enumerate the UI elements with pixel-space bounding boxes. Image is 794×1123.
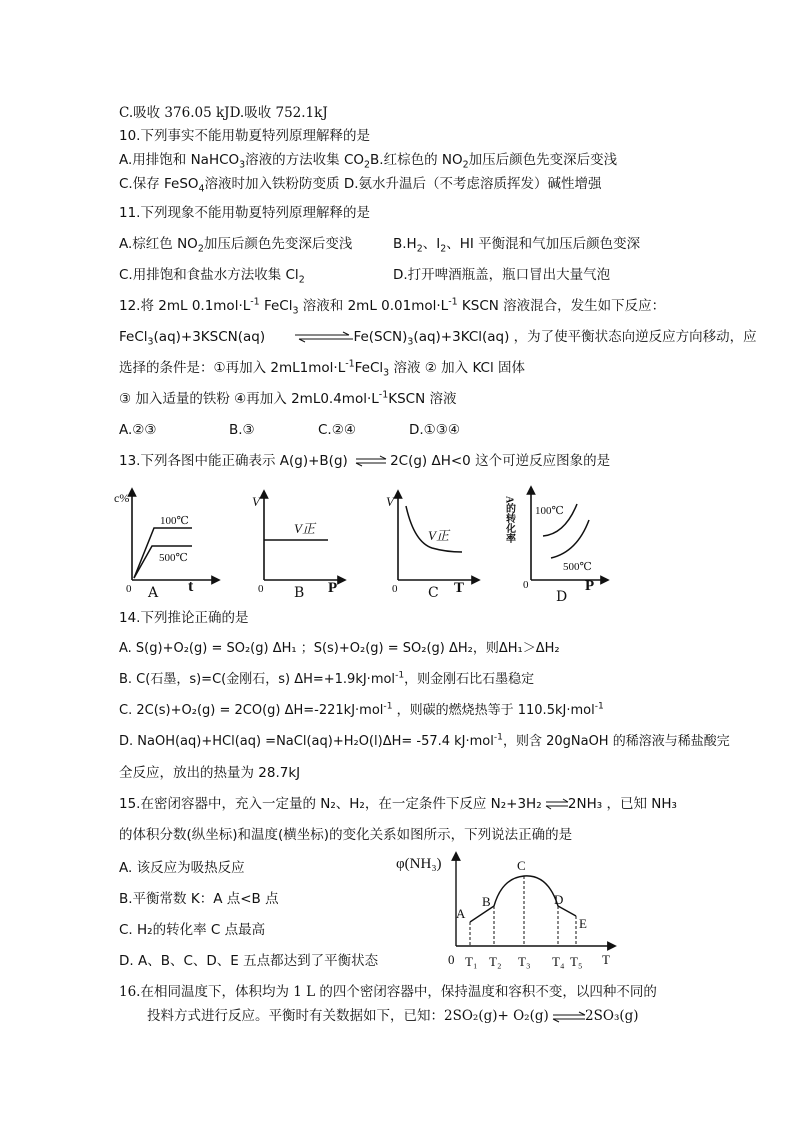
figd-caption: D	[556, 589, 568, 605]
q15-option-b: B.平衡常数 K：A 点<B 点	[119, 891, 279, 907]
q14-option-d: D. NaOH(aq)+HCl(aq) =NaCl(aq)+H₂O(l)ΔH= -57.4 kJ·mol$^{-1}$，则含 20gNaOH 的稀溶液与稀盐酸完	[119, 732, 730, 749]
q14-stem: 14.下列推论正确的是	[119, 610, 249, 626]
q15-option-c: C. H₂的转化率 C 点最高	[119, 922, 266, 938]
tick-t5: T₅	[570, 954, 583, 969]
figb-curve-label: V正	[294, 521, 315, 536]
equilibrium-arrow-icon	[356, 455, 386, 467]
tick-t1: T₁	[465, 954, 478, 969]
equilibrium-arrow-icon	[546, 799, 568, 809]
q15-line1: 15.在密闭容器中，充入一定量的 N₂、H₂，在一定条件下反应 N₂+3H₂ 2NH₃ ，已知 NH₃	[119, 796, 677, 812]
q15-line2: 的体积分数(纵坐标)和温度(横坐标)的变化关系如图所示，下列说法正确的是	[119, 827, 573, 843]
figd-origin: 0	[523, 579, 529, 591]
figa-100-label: 100℃	[160, 515, 189, 527]
point-a: A	[456, 906, 466, 921]
q11-option-c: C.用排饱和食盐水方法收集 $Cl_2$	[119, 267, 305, 286]
q12-option-a: A.②③	[119, 422, 157, 438]
q11-option-b: $B.H_2$、$I_2$、HI 平衡混和气加压后颜色变深	[393, 236, 641, 255]
point-c: C	[517, 858, 526, 873]
figa-500-label: 500℃	[159, 552, 188, 564]
figc-curve-label: V正	[428, 528, 449, 543]
q14-option-c: C. 2C(s)+O₂(g) = 2CO(g) ΔH=-221kJ·mol$^{-1}$ ，则碳的燃烧热等于 110.5kJ·mol$^{-1}$	[119, 701, 604, 718]
q11-option-a: A.棕红色 $NO_2$加压后颜色先变深后变浅	[119, 236, 353, 255]
figb-caption: B	[294, 585, 305, 601]
q11-stem: 11.下列现象不能用勒夏特列原理解释的是	[119, 205, 370, 221]
q12-option-d: D.①③④	[409, 422, 460, 438]
q15-x-label: T	[602, 952, 610, 967]
q16-line1: 16.在相同温度下，体积均为 1 L 的四个密闭容器中，保持温度和容积不变，以四种不同的	[119, 984, 657, 1000]
q15-option-a: A. 该反应为吸热反应	[119, 860, 245, 876]
tick-t4: T₄	[552, 954, 565, 969]
equilibrium-arrow-icon	[553, 1012, 585, 1022]
point-d: D	[554, 892, 564, 907]
q15-option-d: D. A、B、C、D、E 五点都达到了平衡状态	[119, 953, 379, 969]
figa-origin: 0	[126, 583, 132, 595]
figd-100-label: 100℃	[535, 505, 564, 517]
equilibrium-arrow-icon	[295, 331, 353, 343]
q9-options-cd: C.吸收 376.05 kJD.吸收 752.1kJ	[119, 105, 328, 121]
q12-option-b: B.③	[229, 422, 255, 438]
q15-origin: 0	[448, 952, 455, 967]
tick-t3: T₃	[518, 954, 531, 969]
point-e: E	[579, 916, 587, 931]
figure-d	[505, 486, 615, 600]
q14-option-a: A. S(g)+O₂(g) = SO₂(g) ΔH₁ ；S(s)+O₂(g) = SO₂(g) ΔH₂，则ΔH₁＞ΔH₂	[119, 641, 560, 656]
q12-line4: ③ 加入适量的铁粉 ④再加入 $2mL0.4mol\cdot L^{-1}KSCN$ 溶液	[119, 389, 457, 407]
q10-stem: 10.下列事实不能用勒夏特列原理解释的是	[119, 128, 370, 144]
point-b: B	[482, 894, 491, 909]
q10-options-cd: C.保存 FeSO$_4$溶液时加入铁粉防变质 D.氨水升温后（不考虑溶质挥发）碱性增强	[119, 176, 602, 195]
q12-equation: FeCl$_3$(aq)+3KSCN(aq) $Fe(SCN)_3(aq)+3KCl(aq)$ ，为了使平衡状态向逆反应方向移动，应	[119, 329, 757, 348]
figb-x-label: P	[328, 580, 338, 596]
figd-y-label: A的转化率	[503, 496, 515, 544]
figb-origin: 0	[258, 583, 264, 595]
figd-500-label: 500℃	[563, 561, 592, 573]
q12-line1: 12.将 2mL $0.1mol\cdot L^{-1}$ FeCl$_3$ 溶液和 2mL $0.01mol\cdot L^{-1}$ KSCN 溶液混合，发生如下反应：	[119, 296, 666, 317]
figure-a	[112, 488, 222, 600]
figc-caption: C	[428, 585, 439, 601]
figd-x-label: P	[585, 578, 595, 594]
figc-x-label: T	[454, 580, 465, 596]
tick-t2: T₂	[489, 954, 502, 969]
figb-y-label: V	[252, 494, 260, 509]
q16-line2: 投料方式进行反应。平衡时有关数据如下，已知：2SO₂(g)+ O₂(g) 2SO₃(g)	[147, 1008, 639, 1024]
q12-option-c: C.②④	[318, 422, 356, 438]
q12-line3: 选择的条件是：①再加入 $2mL1mol\cdot L^{-1}FeCl_3$ 溶液 ② 加入 KCl 固体	[119, 358, 526, 379]
figa-y-label: c%	[114, 491, 130, 505]
q14-option-b: B. C(石墨，s)=C(金刚石，s) ΔH=+1.9kJ·mol$^{-1}$，则金刚石比石墨稳定	[119, 670, 535, 687]
figa-caption: A	[148, 585, 159, 601]
figc-y-label: V	[386, 494, 394, 509]
nh3-temperature-figure	[394, 848, 618, 974]
q15-y-label: φ(NH₃)	[396, 856, 442, 872]
q11-option-d: D.打开啤酒瓶盖，瓶口冒出大量气泡	[393, 267, 611, 283]
q14-option-d-cont: 全反应，放出的热量为 28.7kJ	[119, 765, 301, 781]
q13-stem: 13.下列各图中能正确表示 A(g)+B(g) 2C(g) ΔH<0 这个可逆反应图象的是	[119, 453, 611, 469]
figa-x-label: t	[188, 578, 194, 595]
figc-origin: 0	[392, 583, 398, 595]
q10-options-ab: A.用排饱和 NaHCO$_3$溶液的方法收集 $CO_2B$.红棕色的 $NO_2$加压后颜色先变深后变浅	[119, 152, 618, 171]
